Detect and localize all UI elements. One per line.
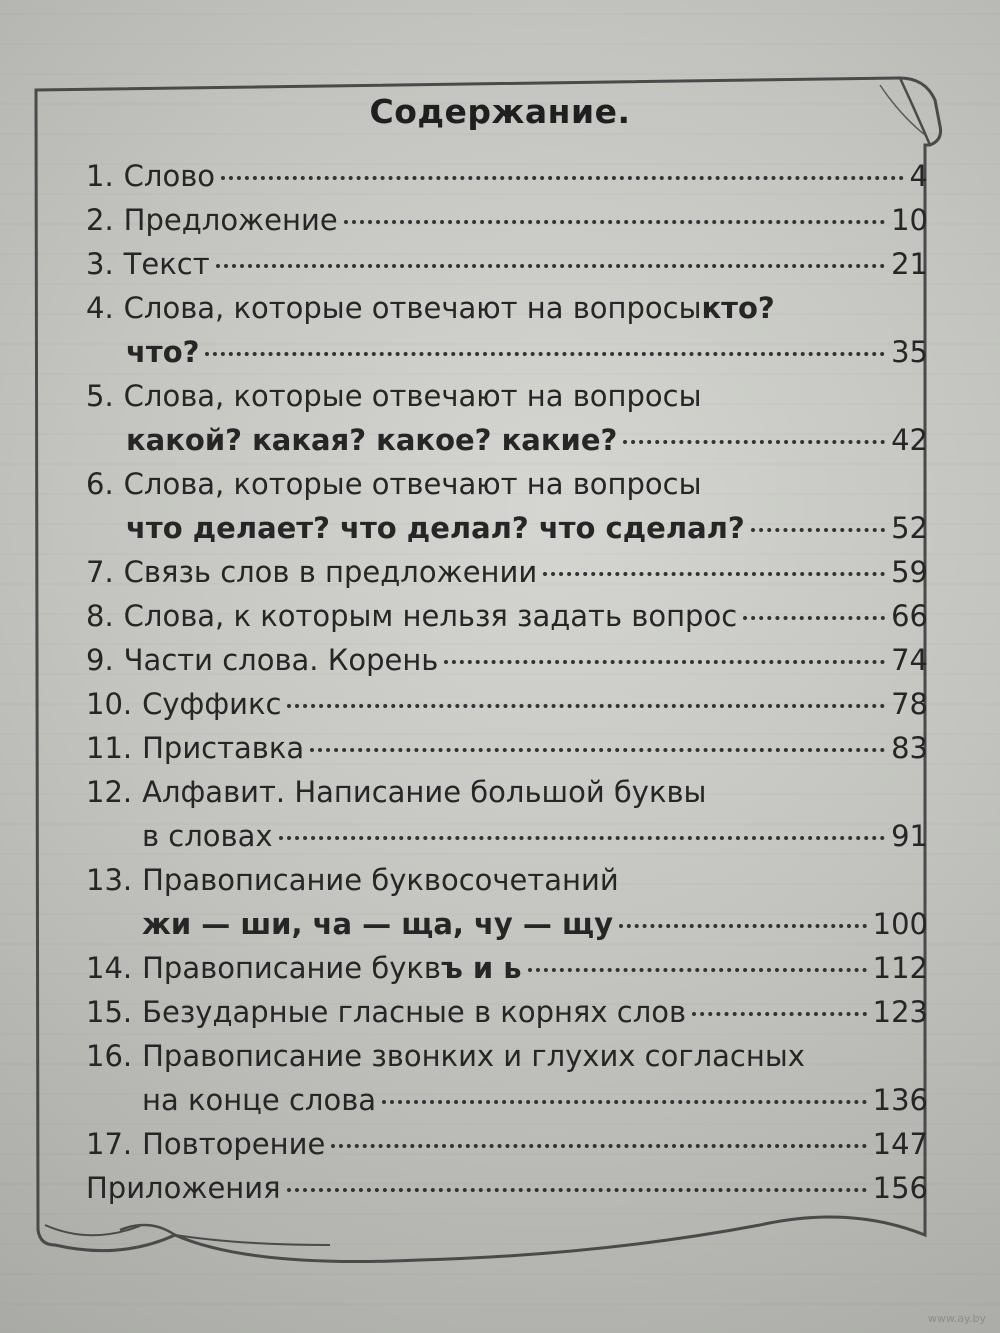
dot-leader [344,220,885,224]
page-title: Содержание. [369,92,631,131]
toc-item-title: Безударные гласные в корнях слов [142,995,687,1029]
toc-item-11[interactable] [86,726,928,770]
toc-item-title: Связь слов в предложении [123,555,538,589]
table-of-contents [86,154,928,1210]
toc-item-10[interactable] [86,682,928,726]
toc-item-12[interactable] [86,770,928,814]
toc-item-title: Приложения [86,1171,281,1205]
toc-item-page: 83 [891,731,928,765]
toc-item-title: Приставка [142,731,305,765]
toc-item-16[interactable] [86,1034,928,1078]
dot-leader [279,836,886,840]
toc-item-4-continuation[interactable] [86,330,928,374]
toc-item-title: Слова, которые отвечают на вопросы [123,467,702,501]
toc-item-3[interactable] [86,242,928,286]
dot-leader [751,528,885,532]
toc-item-number: 15. [86,995,133,1029]
toc-item-number: 4. [86,291,114,325]
dot-leader [743,616,885,620]
toc-item-6-continuation[interactable] [86,506,928,550]
toc-item-title: Алфавит. Написание большой буквы [142,775,707,809]
toc-item-12-continuation[interactable] [86,814,928,858]
toc-item-number: 10. [86,687,133,721]
toc-item-title: на конце слова [142,1083,377,1117]
toc-item-title-bold: жи — ши, ча — ща, чу — щу [142,907,613,941]
toc-item-page: 100 [872,907,928,941]
dot-leader [287,704,885,708]
toc-item-page: 21 [891,247,928,281]
toc-item-title: Суффикс [142,687,282,721]
toc-item-page: 35 [891,335,928,369]
dot-leader [221,176,904,180]
toc-item-number: 5. [86,379,114,413]
dot-leader [444,660,885,664]
toc-item-2[interactable] [86,198,928,242]
toc-item-5[interactable] [86,374,928,418]
toc-item-title: Правописание букв [142,951,441,985]
toc-item-title: Текст [123,247,210,281]
toc-item-page: 4 [909,159,928,193]
toc-item-title-bold: что делает? что делал? что сделал? [126,511,745,545]
toc-item-page: 10 [891,203,928,237]
toc-item-15[interactable] [86,990,928,1034]
toc-item-page: 156 [872,1171,928,1205]
toc-item-6[interactable] [86,462,928,506]
toc-item-title-bold: ъ и ь [441,951,522,985]
toc-item-number: 1. [86,159,114,193]
toc-item-7[interactable] [86,550,928,594]
toc-item-17[interactable] [86,1122,928,1166]
toc-item-title: Слова, которые отвечают на вопросы [123,291,702,325]
dot-leader [331,1144,866,1148]
toc-item-number: 17. [86,1127,133,1161]
toc-item-16-continuation[interactable] [86,1078,928,1122]
toc-item-13[interactable] [86,858,928,902]
dot-leader [205,352,885,356]
toc-page [70,92,930,1222]
toc-item-number: 3. [86,247,114,281]
toc-item-number: 9. [86,643,114,677]
toc-item-page: 66 [891,599,928,633]
toc-item-title-bold: что? [126,335,200,369]
toc-item-title: Правописание буквосочетаний [142,863,619,897]
toc-item-page: 136 [872,1083,928,1117]
toc-item-title: Части слова. Корень [123,643,439,677]
watermark: www.ay.by [927,1312,986,1325]
toc-item-number: 12. [86,775,133,809]
toc-item-number: 16. [86,1039,133,1073]
toc-item-number: 7. [86,555,114,589]
toc-item-number: 6. [86,467,114,501]
toc-item-number: 13. [86,863,133,897]
toc-item-title: Правописание звонких и глухих согласных [142,1039,805,1073]
toc-item-page: 59 [891,555,928,589]
toc-item-page: 91 [891,819,928,853]
toc-item-14[interactable] [86,946,928,990]
toc-item-title: в словах [142,819,273,853]
toc-item-number: 8. [86,599,114,633]
toc-item-page: 147 [872,1127,928,1161]
toc-item-title: Слово [123,159,216,193]
toc-item-title-bold: кто? [701,291,775,325]
toc-item-5-continuation[interactable] [86,418,928,462]
toc-item-page: 74 [891,643,928,677]
toc-item-4[interactable] [86,286,928,330]
toc-item-number: 2. [86,203,114,237]
toc-item-appendix[interactable] [86,1166,928,1210]
dot-leader [543,572,885,576]
toc-item-title: Повторение [142,1127,326,1161]
toc-item-title: Слова, к которым нельзя задать вопрос [123,599,738,633]
toc-item-8[interactable] [86,594,928,638]
dot-leader [623,440,885,444]
toc-item-number: 14. [86,951,133,985]
toc-item-page: 123 [872,995,928,1029]
dot-leader [619,924,867,928]
dot-leader [692,1012,867,1016]
dot-leader [287,1188,867,1192]
toc-item-page: 42 [891,423,928,457]
toc-item-title: Слова, которые отвечают на вопросы [123,379,702,413]
toc-item-page: 52 [891,511,928,545]
toc-item-9[interactable] [86,638,928,682]
toc-item-13-continuation[interactable] [86,902,928,946]
toc-item-page: 112 [872,951,928,985]
toc-item-page: 78 [891,687,928,721]
toc-item-title: Предложение [123,203,338,237]
toc-item-title-bold: какой? какая? какое? какие? [126,423,618,457]
dot-leader [216,264,886,268]
toc-item-number: 11. [86,731,133,765]
dot-leader [382,1100,867,1104]
dot-leader [528,968,867,972]
dot-leader [310,748,885,752]
toc-item-1[interactable] [86,154,928,198]
